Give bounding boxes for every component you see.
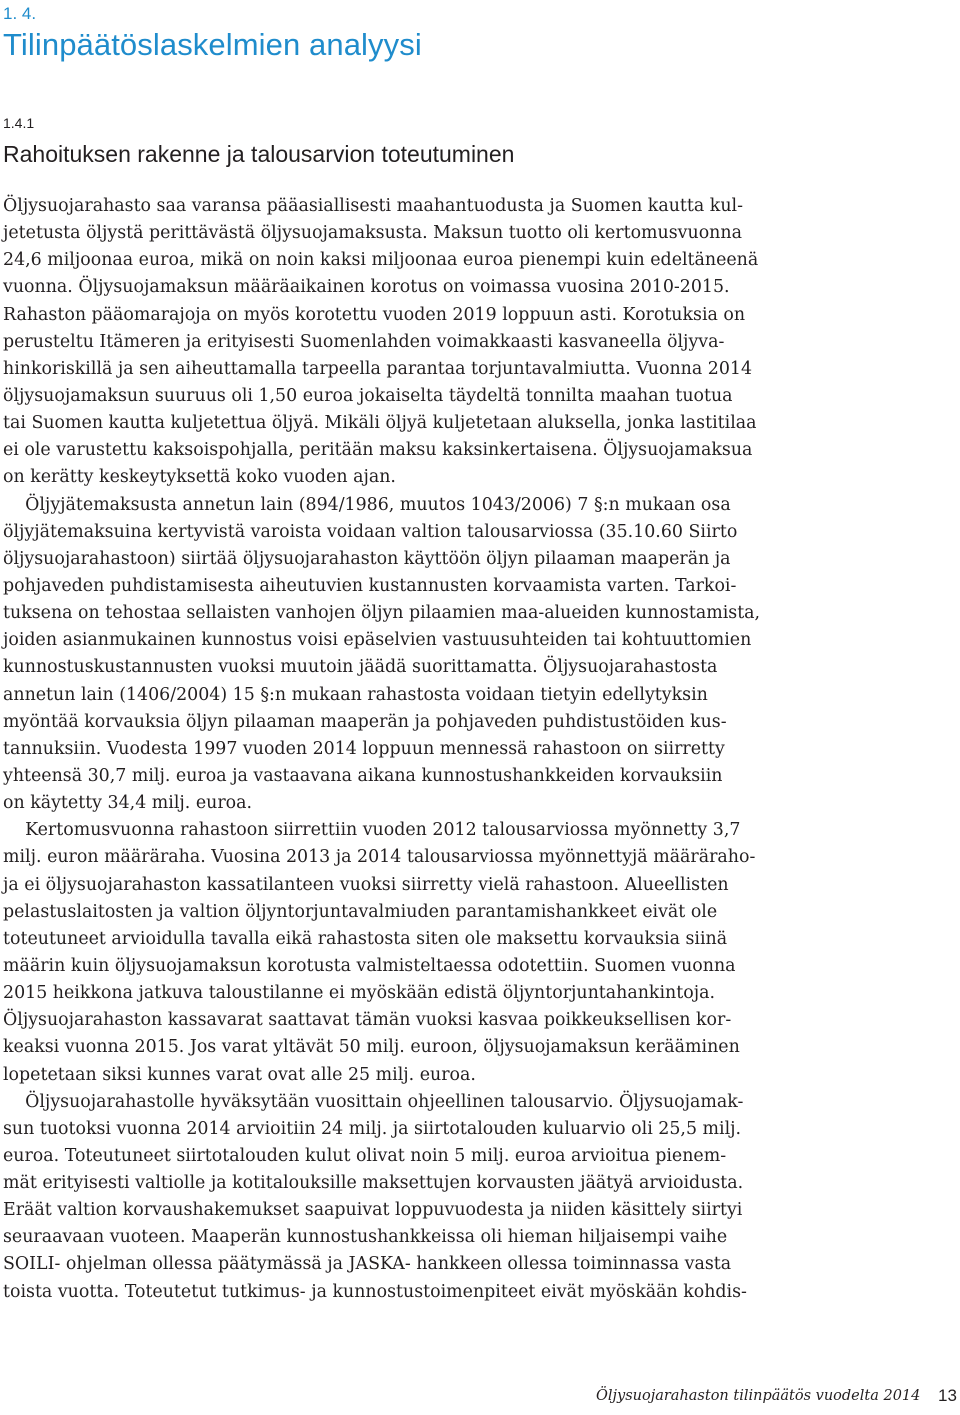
body-line: keaksi vuonna 2015. Jos varat yltävät 50 milj. euroon, öljysuojamaksun kerääminen <box>3 1037 740 1058</box>
body-line: Öljysuojarahasto saa varansa pääasiallisesti maahantuodusta ja Suomen kautta kul- <box>3 196 743 216</box>
body-line: vuonna. Öljysuojamaksun määräaikainen korotus on voimassa vuosina 2010-2015. <box>3 277 730 298</box>
body-line: joiden asianmukainen kunnostus voisi epäselvien vastuusuhteiden tai kohtuuttomien <box>3 630 752 651</box>
body-line: öljysuojamaksun suuruus oli 1,50 euroa jokaiselta täydeltä tonnilta maahan tuotua <box>3 385 733 406</box>
chapter-title: Tilinpäätöslaskelmien analyysi <box>3 27 422 62</box>
page-number: 13 <box>938 1386 957 1405</box>
body-text <box>3 193 790 1306</box>
section-title: Rahoituksen rakenne ja talousarvion toteutuminen <box>3 141 515 167</box>
body-line: jetetusta öljystä perittävästä öljysuojamaksusta. Maksun tuotto oli kertomusvuonna <box>3 223 742 244</box>
body-line: yhteensä 30,7 milj. euroa ja vastaavana aikana kunnostushankkeiden korvauksiin <box>3 765 723 786</box>
body-line: kunnostuskustannusten vuoksi muutoin jäädä suorittamatta. Öljysuojarahastosta <box>3 657 718 678</box>
body-line: pelastuslaitosten ja valtion öljyntorjuntavalmiuden parantamishankkeet eivät ole <box>3 901 718 922</box>
footer-publication-title: Öljysuojarahaston tilinpäätös vuodelta 2014 <box>596 1388 921 1404</box>
body-line: öljyjätemaksuina kertyvistä varoista voidaan valtion talousarviossa (35.10.60 Siirto <box>3 521 738 542</box>
body-line: toteutuneet arvioidulla tavalla eikä rahastosta siten ole maksettu korvauksia siinä <box>3 928 728 949</box>
body-line: 2015 heikkona jatkuva taloustilanne ei myöskään edistä öljyntorjuntahankintoja. <box>3 983 715 1004</box>
chapter-number: 1. 4. <box>3 4 37 23</box>
body-line: Eräät valtion korvaushakemukset saapuivat loppuvuodesta ja niiden käsittely siirtyi <box>3 1200 743 1221</box>
body-line: lopetetaan siksi kunnes varat ovat alle 25 milj. euroa. <box>3 1064 476 1085</box>
body-line: mät erityisesti valtiolle ja kotitalouksille maksettujen korvausten jäätyä arvioidusta. <box>3 1173 744 1194</box>
body-line: määrin kuin öljysuojamaksun korotusta valmisteltaessa odotettiin. Suomen vuonna <box>3 955 736 976</box>
body-line: hinkoriskillä ja sen aiheuttamalla tarpeella parantaa torjuntavalmiutta. Vuonna 2014 <box>3 358 753 379</box>
body-line: pohjaveden puhdistamisesta aiheutuvien kustannusten korvaamista varten. Tarkoi- <box>3 575 737 596</box>
section-number: 1.4.1 <box>3 115 35 131</box>
body-line: toista vuotta. Toteutetut tutkimus- ja kunnostustoimenpiteet eivät myöskään kohdis- <box>3 1281 747 1302</box>
body-line: 24,6 miljoonaa euroa, mikä on noin kaksi miljoonaa euroa pienempi kuin edeltäneenä <box>3 250 759 271</box>
body-line: ja ei öljysuojarahaston kassatilanteen vuoksi siirretty vielä rahastoon. Alueellisten <box>3 874 729 895</box>
body-line: euroa. Toteutuneet siirtotalouden kulut olivat noin 5 milj. euroa arvioitua pienem- <box>3 1145 727 1166</box>
body-line: on kerätty keskeytyksettä koko vuoden ajan. <box>3 467 396 488</box>
body-line: milj. euron määräraha. Vuosina 2013 ja 2014 talousarviossa myönnettyjä määräraho- <box>3 847 756 868</box>
body-line: ei ole varustettu kaksoispohjalla, peritään maksu kaksinkertaisena. Öljysuojamaksua <box>3 440 753 461</box>
body-line: annetun lain (1406/2004) 15 §:n mukaan rahastosta voidaan tietyin edellytyksin <box>3 684 708 705</box>
body-line: Rahaston pääomarajoja on myös korotettu vuoden 2019 loppuun asti. Korotuksia on <box>3 304 746 325</box>
body-line: Öljysuojarahaston kassavarat saattavat tämän vuoksi kasvaa poikkeuksellisen kor- <box>3 1010 732 1031</box>
body-line: seuraavaan vuoteen. Maaperän kunnostushankkeissa oli hieman hiljaisempi vaihe <box>3 1227 728 1248</box>
body-line: Kertomusvuonna rahastoon siirrettiin vuoden 2012 talousarviossa myönnetty 3,7 <box>3 820 741 841</box>
body-line: öljysuojarahastoon) siirtää öljysuojarahaston käyttöön öljyn pilaaman maaperän ja <box>3 548 731 569</box>
body-line: Öljyjätemaksusta annetun lain (894/1986, muutos 1043/2006) 7 §:n mukaan osa <box>3 494 731 515</box>
body-line: tannuksiin. Vuodesta 1997 vuoden 2014 loppuun mennessä rahastoon on siirretty <box>3 738 725 759</box>
body-line: SOILI- ohjelman ollessa päätymässä ja JASKA- hankkeen ollessa toiminnassa vasta <box>3 1254 732 1275</box>
body-line: on käytetty 34,4 milj. euroa. <box>3 793 253 814</box>
body-line: Öljysuojarahastolle hyväksytään vuosittain ohjeellinen talousarvio. Öljysuojamak- <box>3 1091 744 1112</box>
body-line: myöntää korvauksia öljyn pilaaman maaperän ja pohjaveden puhdistustöiden kus- <box>3 711 727 732</box>
body-line: perusteltu Itämeren ja erityisesti Suomenlahden voimakkaasti kasvaneella öljyva- <box>3 331 725 352</box>
body-line: tai Suomen kautta kuljetettua öljyä. Mikäli öljyä kuljetetaan aluksella, jonka lastitilaa <box>3 413 757 434</box>
body-line: sun tuotoksi vuonna 2014 arvioitiin 24 milj. ja siirtotalouden kuluarvio oli 25,5 milj. <box>3 1118 742 1139</box>
body-line: tuksena on tehostaa sellaisten vanhojen öljyn pilaamien maa-alueiden kunnostamista, <box>3 603 761 624</box>
